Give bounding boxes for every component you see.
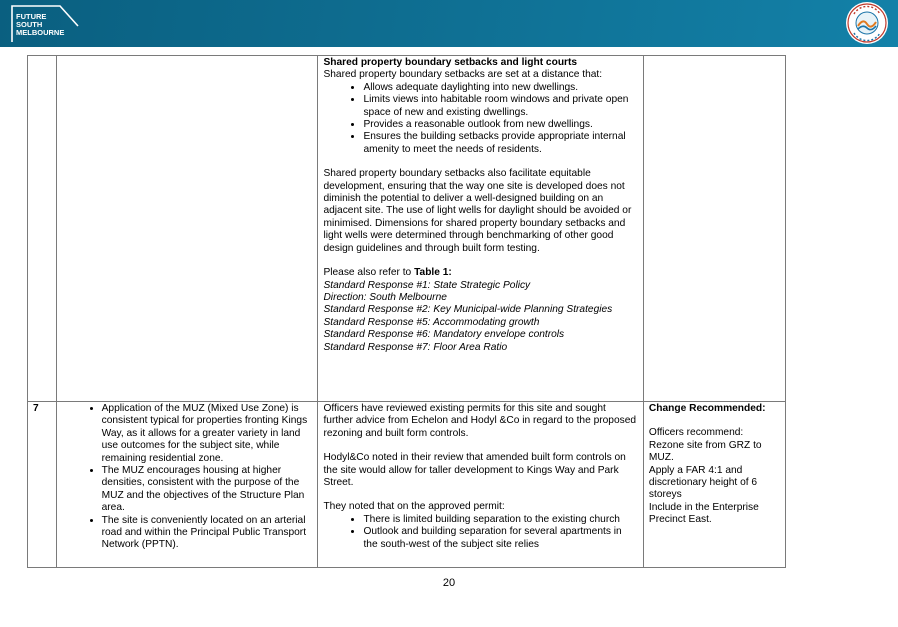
ref-item: Standard Response #1: State Strategic Policy (323, 279, 531, 291)
council-seal-icon (846, 2, 888, 44)
logo-line-2: SOUTH (16, 20, 43, 29)
header-band (0, 0, 898, 47)
cell-recommendation (643, 56, 785, 402)
list-item: • Application of the MUZ (Mixed Use Zone) is consistent typical for properties fronting Kings Way, as it allows for a greater variety in land use outcomes for the subject site, while remaining residential zone. (102, 403, 313, 465)
ref-item: Standard Response #7: Floor Area Ratio (323, 341, 508, 353)
refer-prefix: Please also refer to (323, 267, 415, 279)
page-number: 20 (442, 577, 456, 589)
recommendation-line: Officers recommend: (648, 427, 744, 439)
paragraph: Hodyl&Co noted in their review that amended built form controls on the site would allow for taller development to Kings Way and Park Street. (323, 452, 626, 489)
list-item: • The site is conveniently located on an arterial road and within the Principal Public Transport Network (PPTN). (102, 515, 313, 552)
cell-response (318, 56, 643, 402)
cell-response (318, 402, 643, 568)
future-south-melbourne-logo (8, 4, 88, 44)
setback-list (323, 82, 637, 156)
table-row (28, 402, 786, 568)
list-item: • There is limited building separation to the existing church (363, 514, 637, 526)
ref-item: Direction: South Melbourne (323, 291, 447, 303)
list-item: • Ensures the building setbacks provide appropriate internal amenity to meet the needs of residents. (363, 131, 637, 156)
section-heading: Shared property boundary setbacks and light courts (323, 57, 578, 68)
list-item: • Outlook and building separation for several apartments in the south-west of the subject site relies (363, 526, 637, 551)
paragraph: They noted that on the approved permit: (323, 501, 505, 513)
intro-text: Shared property boundary setbacks are set at a distance that: (323, 69, 603, 81)
submissions-table (27, 55, 786, 568)
list-item: • Limits views into habitable room windows and private open space of new and existing dwellings. (363, 94, 637, 119)
paragraph: Shared property boundary setbacks also facilitate equitable development, ensuring that the way one site is developed does not diminish the potential to deliver a well-designed building on an adjacent site. The use of light wells for daylight should be avoided or minimised. Dimensions for shared property boundary setbacks and light wells were determined through benchmarking of other good design guidelines and through built form testing. (323, 168, 632, 254)
city-of-port-phillip-logo (846, 2, 888, 44)
cell-submission (56, 56, 318, 402)
permit-list (323, 514, 637, 551)
cell-number (28, 56, 57, 402)
logo-line-1: FUTURE (16, 12, 47, 21)
recommendation-line: Rezone site from GRZ to MUZ. (648, 439, 762, 464)
recommendation-line: Apply a FAR 4:1 and discretionary height of 6 storeys (648, 464, 758, 501)
cell-number: 7 (28, 402, 57, 568)
logo-line-3: MELBOURNE (16, 28, 65, 37)
table-ref: Table 1: (414, 267, 452, 279)
refer-line (323, 267, 637, 279)
ref-item: Standard Response #5: Accommodating growth (323, 316, 540, 328)
recommendation-line: Include in the Enterprise Precinct East. (648, 501, 759, 526)
ref-item: Standard Response #2: Key Municipal-wide Planning Strategies (323, 304, 613, 316)
list-item: • Allows adequate daylighting into new dwellings. (363, 82, 637, 94)
submission-list (62, 403, 313, 552)
cell-submission (56, 402, 318, 568)
page-header (0, 0, 898, 47)
table-row (28, 56, 786, 402)
list-item: • Provides a reasonable outlook from new dwellings. (363, 119, 637, 131)
ref-item: Standard Response #6: Mandatory envelope controls (323, 329, 565, 341)
paragraph: Officers have reviewed existing permits for this site and sought further advice from Echelon and Hodyl &Co in regard to the proposed rezoning and built form controls. (323, 403, 637, 439)
cell-recommendation (643, 402, 785, 568)
recommendation-heading: Change Recommended: (648, 403, 766, 414)
list-item: • The MUZ encourages housing at higher densities, consistent with the purpose of the MUZ and the objectives of the Structure Plan area. (102, 465, 313, 515)
